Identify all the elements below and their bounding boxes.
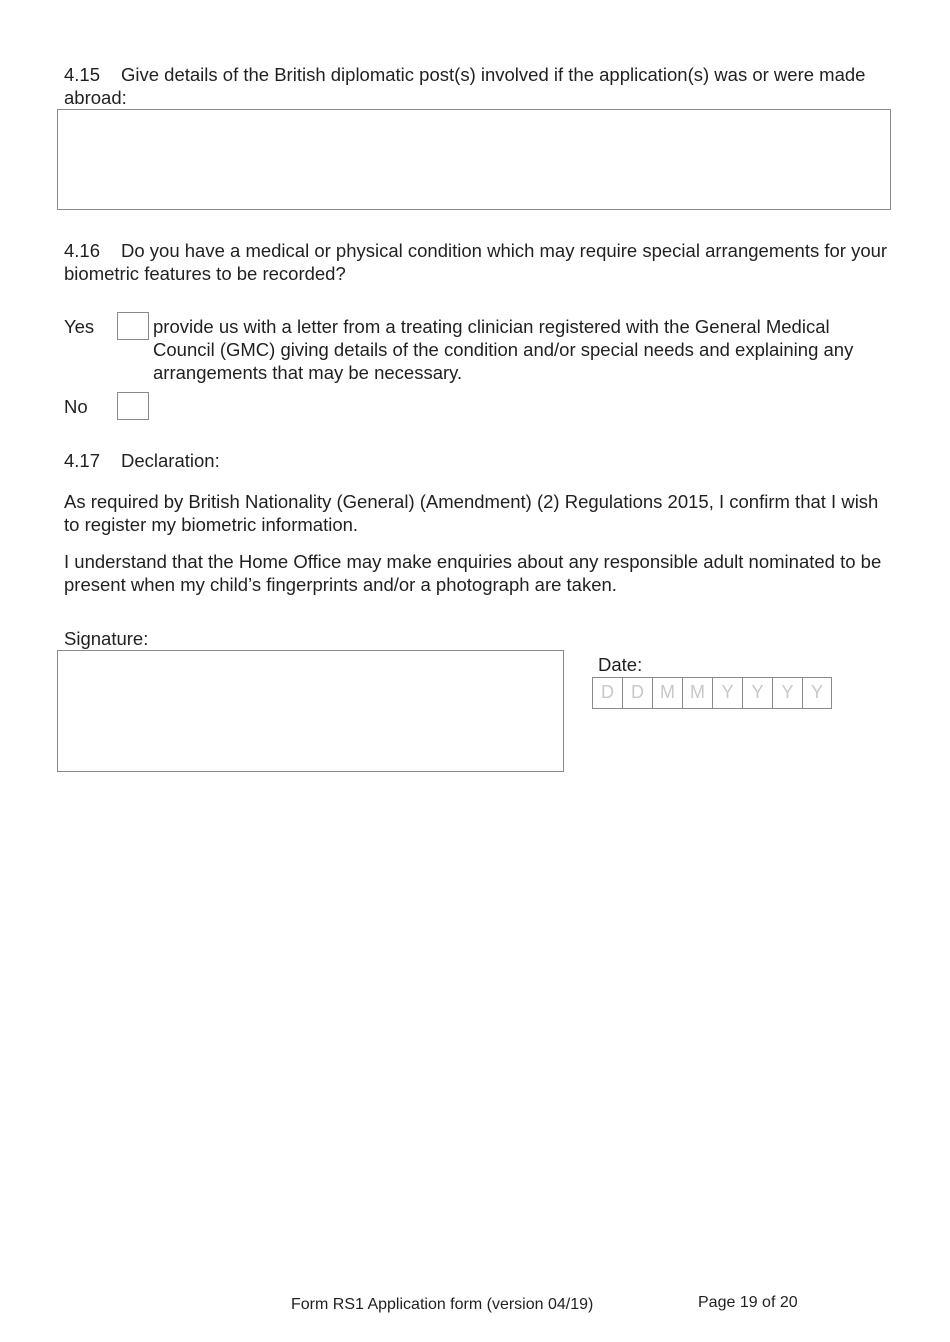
date-day-digit-2[interactable]: D <box>622 677 652 709</box>
declaration-title: Declaration: <box>121 450 220 471</box>
question-4-15 <box>64 63 884 109</box>
question-text: Give details of the British diplomatic post(s) involved if the application(s) was or were made abroad: <box>64 64 866 108</box>
signature-label: Signature: <box>64 628 149 649</box>
question-number: 4.15 <box>64 64 101 85</box>
footer-form-name: Form RS1 Application form (version 04/19) <box>291 1296 594 1313</box>
question-number: 4.17 <box>64 450 101 471</box>
no-checkbox[interactable] <box>117 392 149 420</box>
question-4-16 <box>64 239 894 285</box>
yes-instructions: provide us with a letter from a treating clinician registered with the General Medical Council (GMC) giving details of the condition and/or special needs and explaining any arrangements that may be necessary. <box>153 316 854 383</box>
question-number: 4.16 <box>64 240 101 261</box>
date-day-digit-1[interactable]: D <box>592 677 622 709</box>
date-year-digit-4[interactable]: Y <box>802 677 832 709</box>
no-label: No <box>64 396 88 417</box>
signature-field[interactable] <box>57 650 564 772</box>
footer-page-number: Page 19 of 20 <box>698 1294 798 1311</box>
diplomatic-post-field[interactable] <box>57 109 891 210</box>
yes-checkbox[interactable] <box>117 312 149 340</box>
date-year-digit-3[interactable]: Y <box>772 677 802 709</box>
date-label: Date: <box>598 654 643 675</box>
date-month-digit-1[interactable]: M <box>652 677 682 709</box>
question-4-17 <box>64 449 220 472</box>
declaration-paragraph-2: I understand that the Home Office may make enquiries about any responsible adult nominated to be present when my child’s fingerprints and/or a photograph are taken. <box>64 551 882 595</box>
declaration-paragraph-1: As required by British Nationality (General) (Amendment) (2) Regulations 2015, I confirm that I wish to register my biometric information. <box>64 491 879 535</box>
date-year-digit-1[interactable]: Y <box>712 677 742 709</box>
date-year-digit-2[interactable]: Y <box>742 677 772 709</box>
date-month-digit-2[interactable]: M <box>682 677 712 709</box>
yes-label: Yes <box>64 316 95 337</box>
question-text: Do you have a medical or physical condition which may require special arrangements for your biometric features to be recorded? <box>64 240 888 284</box>
date-field[interactable] <box>592 677 832 709</box>
